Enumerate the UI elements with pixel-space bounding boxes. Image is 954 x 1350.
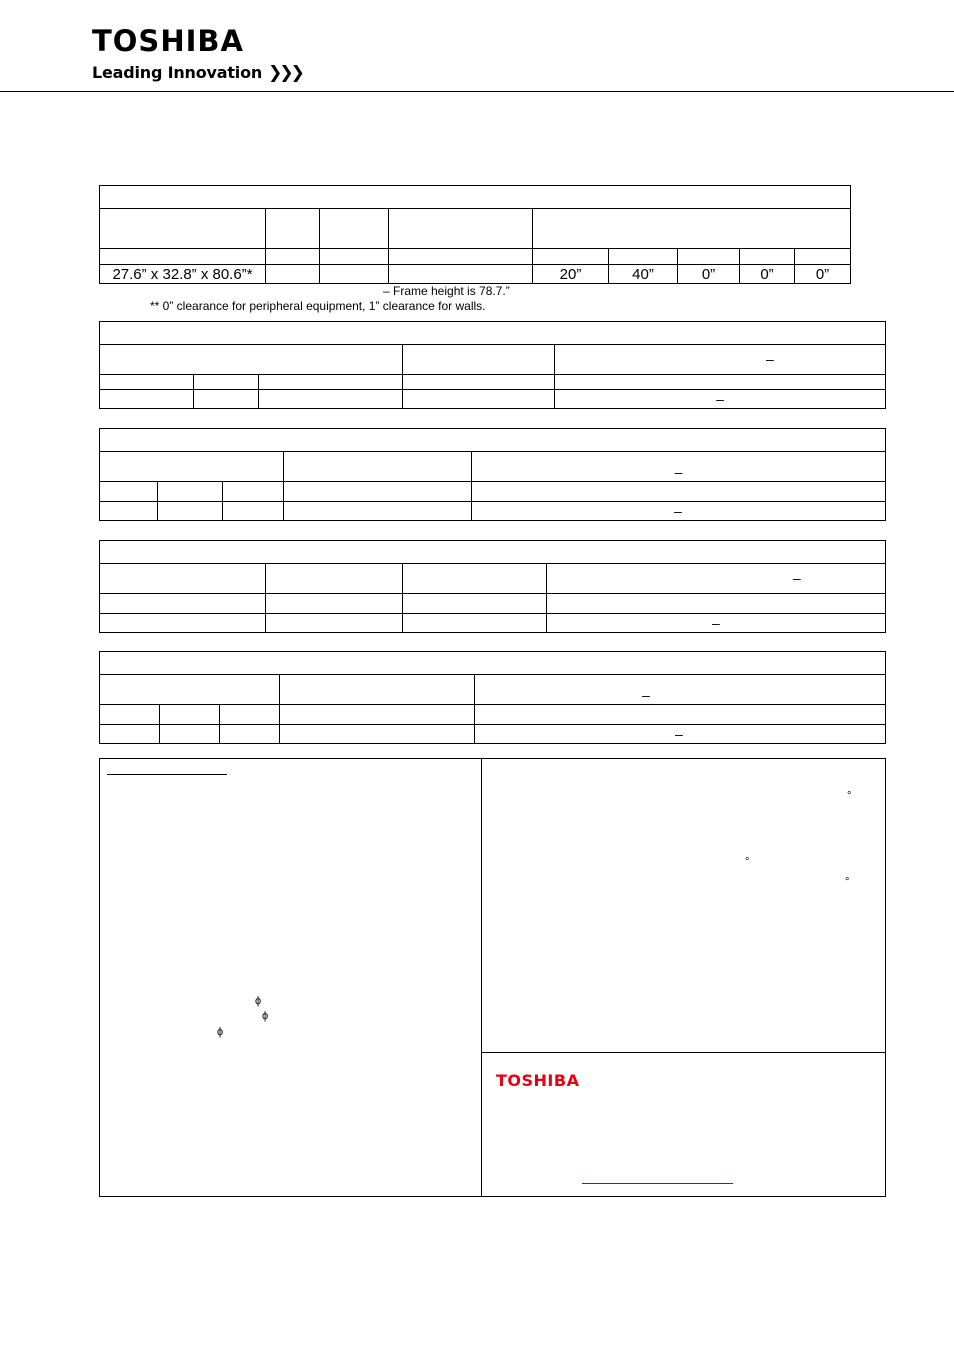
clearance-header [533,209,851,249]
dash-mark: – [675,725,683,742]
dimensions-value: 27.6” x 32.8” x 80.6”* [100,265,266,284]
subheader-cell [220,705,280,725]
subheader-cell [475,705,886,725]
footer-box [99,758,886,1197]
subheader-cell [740,249,795,265]
header-cell [266,209,320,249]
table-title-row [100,186,851,209]
table-row [100,265,851,284]
phase-symbol: ϕ [217,1026,224,1038]
header-cell [284,452,472,482]
subheader-cell [280,705,475,725]
dash-mark: – [766,351,774,367]
table-title-row [100,652,886,675]
subheader-cell [160,705,220,725]
header-cell [389,209,533,249]
table-row [100,502,886,521]
subheader-cell [389,249,533,265]
table-title-row [100,322,886,345]
spec-table-4 [99,651,886,744]
website-link[interactable] [582,1183,733,1184]
subheader-cell [555,375,886,390]
subheader-cell [266,594,403,614]
header-cell [100,345,403,375]
tagline-text: Leading Innovation [92,63,263,82]
degree-symbol: ° [845,876,850,888]
phase-symbol: ϕ [255,995,262,1007]
footnote-clearance: ** 0” clearance for peripheral equipment, 1” clearance for walls. [150,299,486,313]
header-cell [280,675,475,705]
dash-mark: – [674,464,683,480]
tagline [92,65,302,82]
header-cell [555,345,886,375]
subheader-cell [403,375,555,390]
footer-divider-horizontal [481,1052,885,1053]
header-cell [403,564,547,594]
features-heading-underline [107,774,227,775]
table-title-row [100,541,886,564]
subheader-cell [284,482,472,502]
subheader-cell [194,375,259,390]
toshiba-logo: TOSHIBA [92,24,244,58]
chevrons-icon: ❯❯❯ [268,63,302,83]
subheader-cell [472,482,886,502]
degree-symbol: ° [847,790,852,802]
header-cell [266,564,403,594]
header-cell [320,209,389,249]
subheader-cell [678,249,740,265]
spec-table-1 [99,321,886,409]
clearance-value: 0” [678,265,740,284]
footer-divider-vertical [481,758,482,1197]
header-cell [100,564,266,594]
dash-mark: – [716,390,724,407]
header-cell [100,209,266,249]
dimensions-table [99,185,851,284]
subheader-cell [403,594,547,614]
data-cell [389,265,533,284]
subheader-cell [533,249,609,265]
table-row [100,725,886,744]
subheader-cell [609,249,678,265]
clearance-value: 20” [533,265,609,284]
degree-symbol: ° [745,856,750,868]
clearance-value: 0” [740,265,795,284]
header-cell [472,452,886,482]
data-cell [266,265,320,284]
subheader-cell [320,249,389,265]
dash-mark: – [793,570,801,586]
toshiba-brand-logo: TOSHIBA [496,1071,580,1090]
subheader-cell [100,705,160,725]
header-cell [475,675,886,705]
header-cell [100,452,284,482]
table-row [100,614,886,633]
subheader-cell [547,594,886,614]
data-cell [320,265,389,284]
subheader-cell [100,594,266,614]
dash-mark: – [712,614,720,631]
subheader-cell [259,375,403,390]
footnote-frame-height: – Frame height is 78.7.” [383,284,510,298]
table-row [100,390,886,409]
subheader-cell [266,249,320,265]
spec-table-2 [99,428,886,521]
clearance-value: 40” [609,265,678,284]
table-title-row [100,429,886,452]
subheader-cell [223,482,284,502]
subheader-cell [795,249,851,265]
subheader-cell [158,482,223,502]
dash-mark: – [674,502,682,519]
subheader-cell [100,249,266,265]
subheader-cell [100,482,158,502]
subheader-cell [100,375,194,390]
spec-table-3 [99,540,886,633]
header-rule [0,91,954,92]
header-cell [100,675,280,705]
clearance-value: 0” [795,265,851,284]
header-cell [403,345,555,375]
dash-mark: – [642,687,650,703]
header-cell [547,564,886,594]
phase-symbol: ϕ [262,1010,269,1022]
